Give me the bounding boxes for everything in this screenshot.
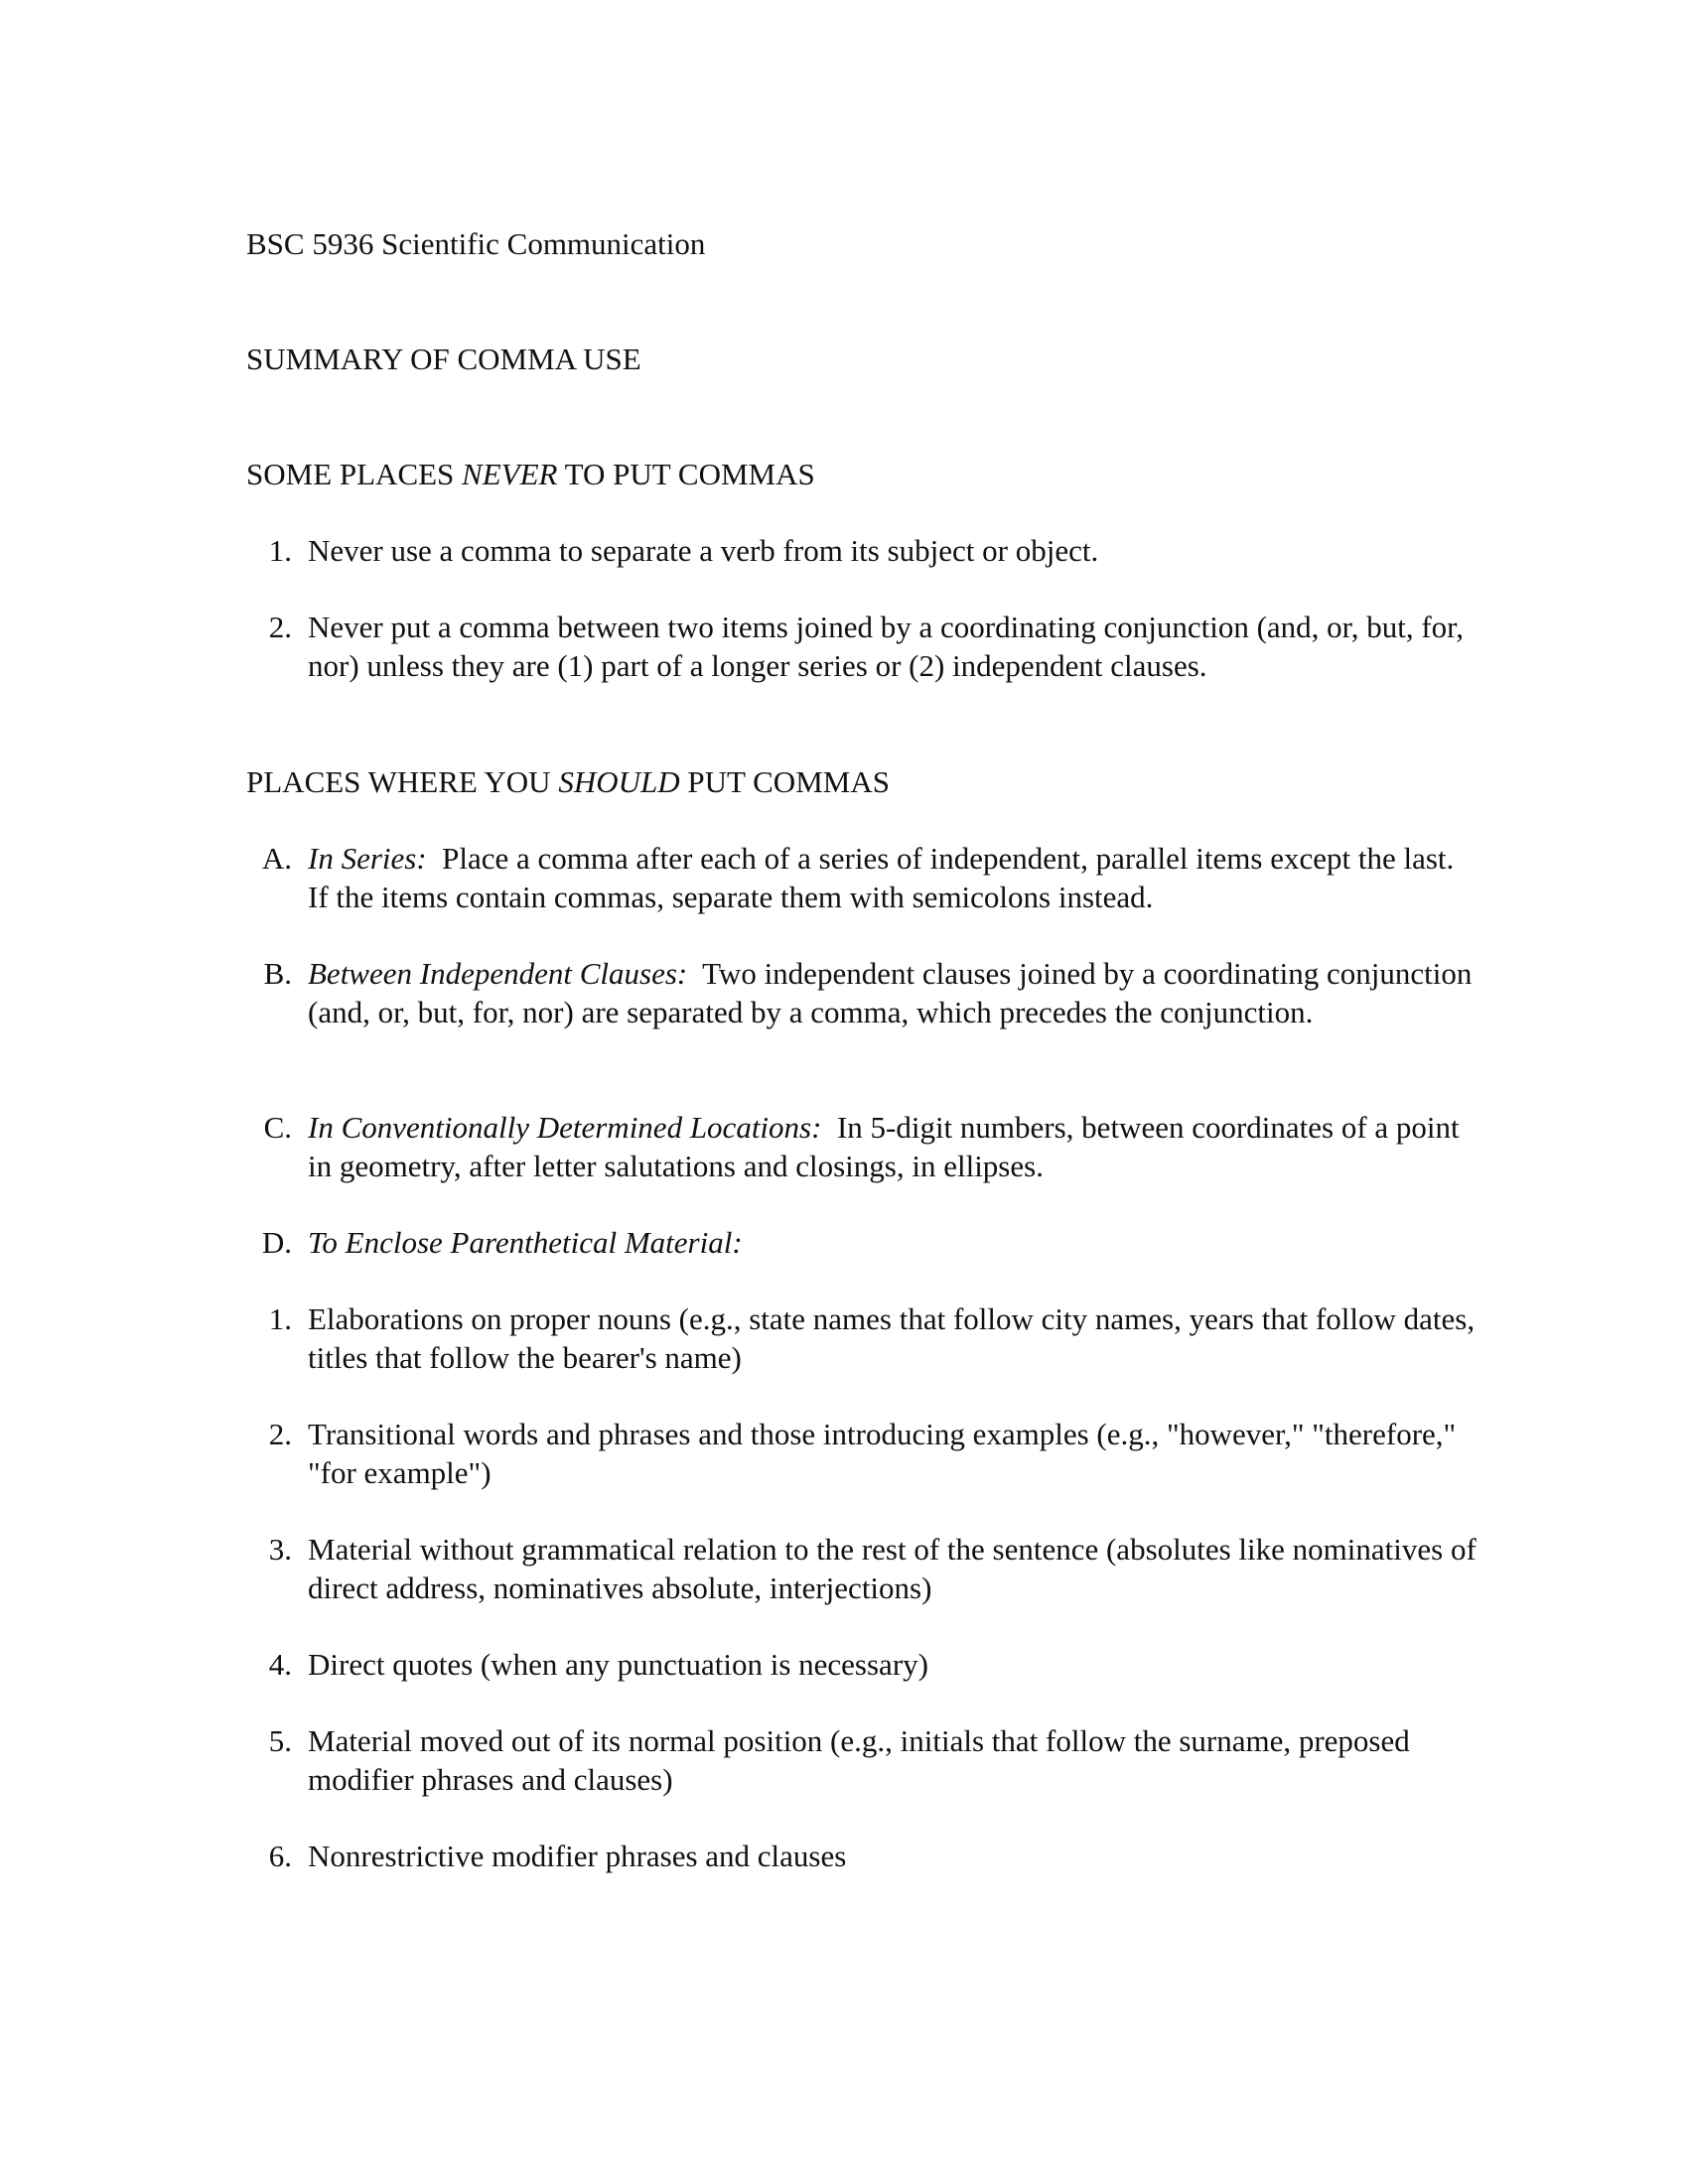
- list-marker: 6.: [268, 1839, 292, 1873]
- list-item-text: Material without grammatical relation to the rest of the sentence (absolutes like nominatives of direct address, nominatives absolute, interjections): [308, 1532, 1477, 1605]
- heading-text: SOME PLACES: [246, 457, 463, 491]
- item-body: Place a comma after each of a series of independent, parallel items except the last. If the items contain commas, separate them with semicolons instead.: [308, 841, 1470, 914]
- list-item-text: [308, 839, 1487, 916]
- list-item: [246, 1530, 1487, 1607]
- list-item: [246, 1108, 1487, 1185]
- list-item-text: Material moved out of its normal position (e.g., initials that follow the surname, preposed modifier phrases and clauses): [308, 1723, 1410, 1797]
- item-label: To Enclose Parenthetical Material:: [308, 1225, 743, 1260]
- list-item-text: [308, 1108, 1487, 1185]
- list-marker: B.: [263, 956, 292, 991]
- document-title: SUMMARY OF COMMA USE: [246, 341, 641, 376]
- heading-text: PLACES WHERE YOU: [246, 764, 559, 799]
- item-body: In 5-digit numbers, between coordinates of a point in geometry, after letter salutations and closings, in ellipses.: [308, 1110, 1468, 1183]
- item-body: Two independent clauses joined by a coordinating conjunction (and, or, but, for, nor) are separated by a comma, which precedes the conjunction.: [308, 956, 1480, 1029]
- list-item-text: Transitional words and phrases and those introducing examples (e.g., "however," "therefore," "for example"): [308, 1417, 1457, 1490]
- list-item: [246, 1837, 1487, 1875]
- list-marker: 4.: [268, 1647, 292, 1682]
- heading-emphasis: NEVER: [462, 457, 558, 491]
- list-marker: 3.: [268, 1532, 292, 1567]
- list-item-text: [308, 954, 1487, 1031]
- item-label: In Series:: [308, 841, 427, 876]
- list-item-text: Direct quotes (when any punctuation is necessary): [308, 1647, 928, 1682]
- list-item: [246, 1415, 1487, 1492]
- list-item: [246, 1299, 1487, 1377]
- list-item: [246, 608, 1487, 685]
- list-item-text: Never use a comma to separate a verb from its subject or object.: [308, 533, 1099, 568]
- item-label: In Conventionally Determined Locations:: [308, 1110, 822, 1145]
- list-item-text: Elaborations on proper nouns (e.g., state names that follow city names, years that follow dates, titles that follow the bearer's name): [308, 1301, 1476, 1375]
- item-label: Between Independent Clauses:: [308, 956, 688, 991]
- list-marker: C.: [263, 1110, 292, 1145]
- list-marker: 2.: [268, 1417, 292, 1451]
- list-item: [246, 954, 1487, 1031]
- should-section-heading: [246, 762, 890, 802]
- list-marker: 1.: [268, 533, 292, 568]
- list-marker: 5.: [268, 1723, 292, 1758]
- list-item: [246, 531, 1487, 570]
- list-item-text: [308, 1223, 1487, 1262]
- list-marker: D.: [261, 1225, 292, 1260]
- never-section-heading: [246, 455, 815, 494]
- heading-emphasis: SHOULD: [558, 764, 680, 799]
- list-item: [246, 1721, 1487, 1799]
- list-item-text: Nonrestrictive modifier phrases and clauses: [308, 1839, 847, 1873]
- list-item: [246, 1223, 1487, 1262]
- list-item-text: Never put a comma between two items joined by a coordinating conjunction (and, or, but, for, nor) unless they are (1) part of a longer series or (2) independent clauses.: [308, 610, 1464, 683]
- course-title: BSC 5936 Scientific Communication: [246, 226, 706, 261]
- list-item: [246, 1645, 1487, 1684]
- list-marker: 1.: [268, 1301, 292, 1336]
- heading-text: PUT COMMAS: [679, 764, 890, 799]
- heading-text: TO PUT COMMAS: [557, 457, 815, 491]
- list-marker: 2.: [268, 610, 292, 644]
- list-item: [246, 839, 1487, 916]
- list-marker: A.: [261, 841, 292, 876]
